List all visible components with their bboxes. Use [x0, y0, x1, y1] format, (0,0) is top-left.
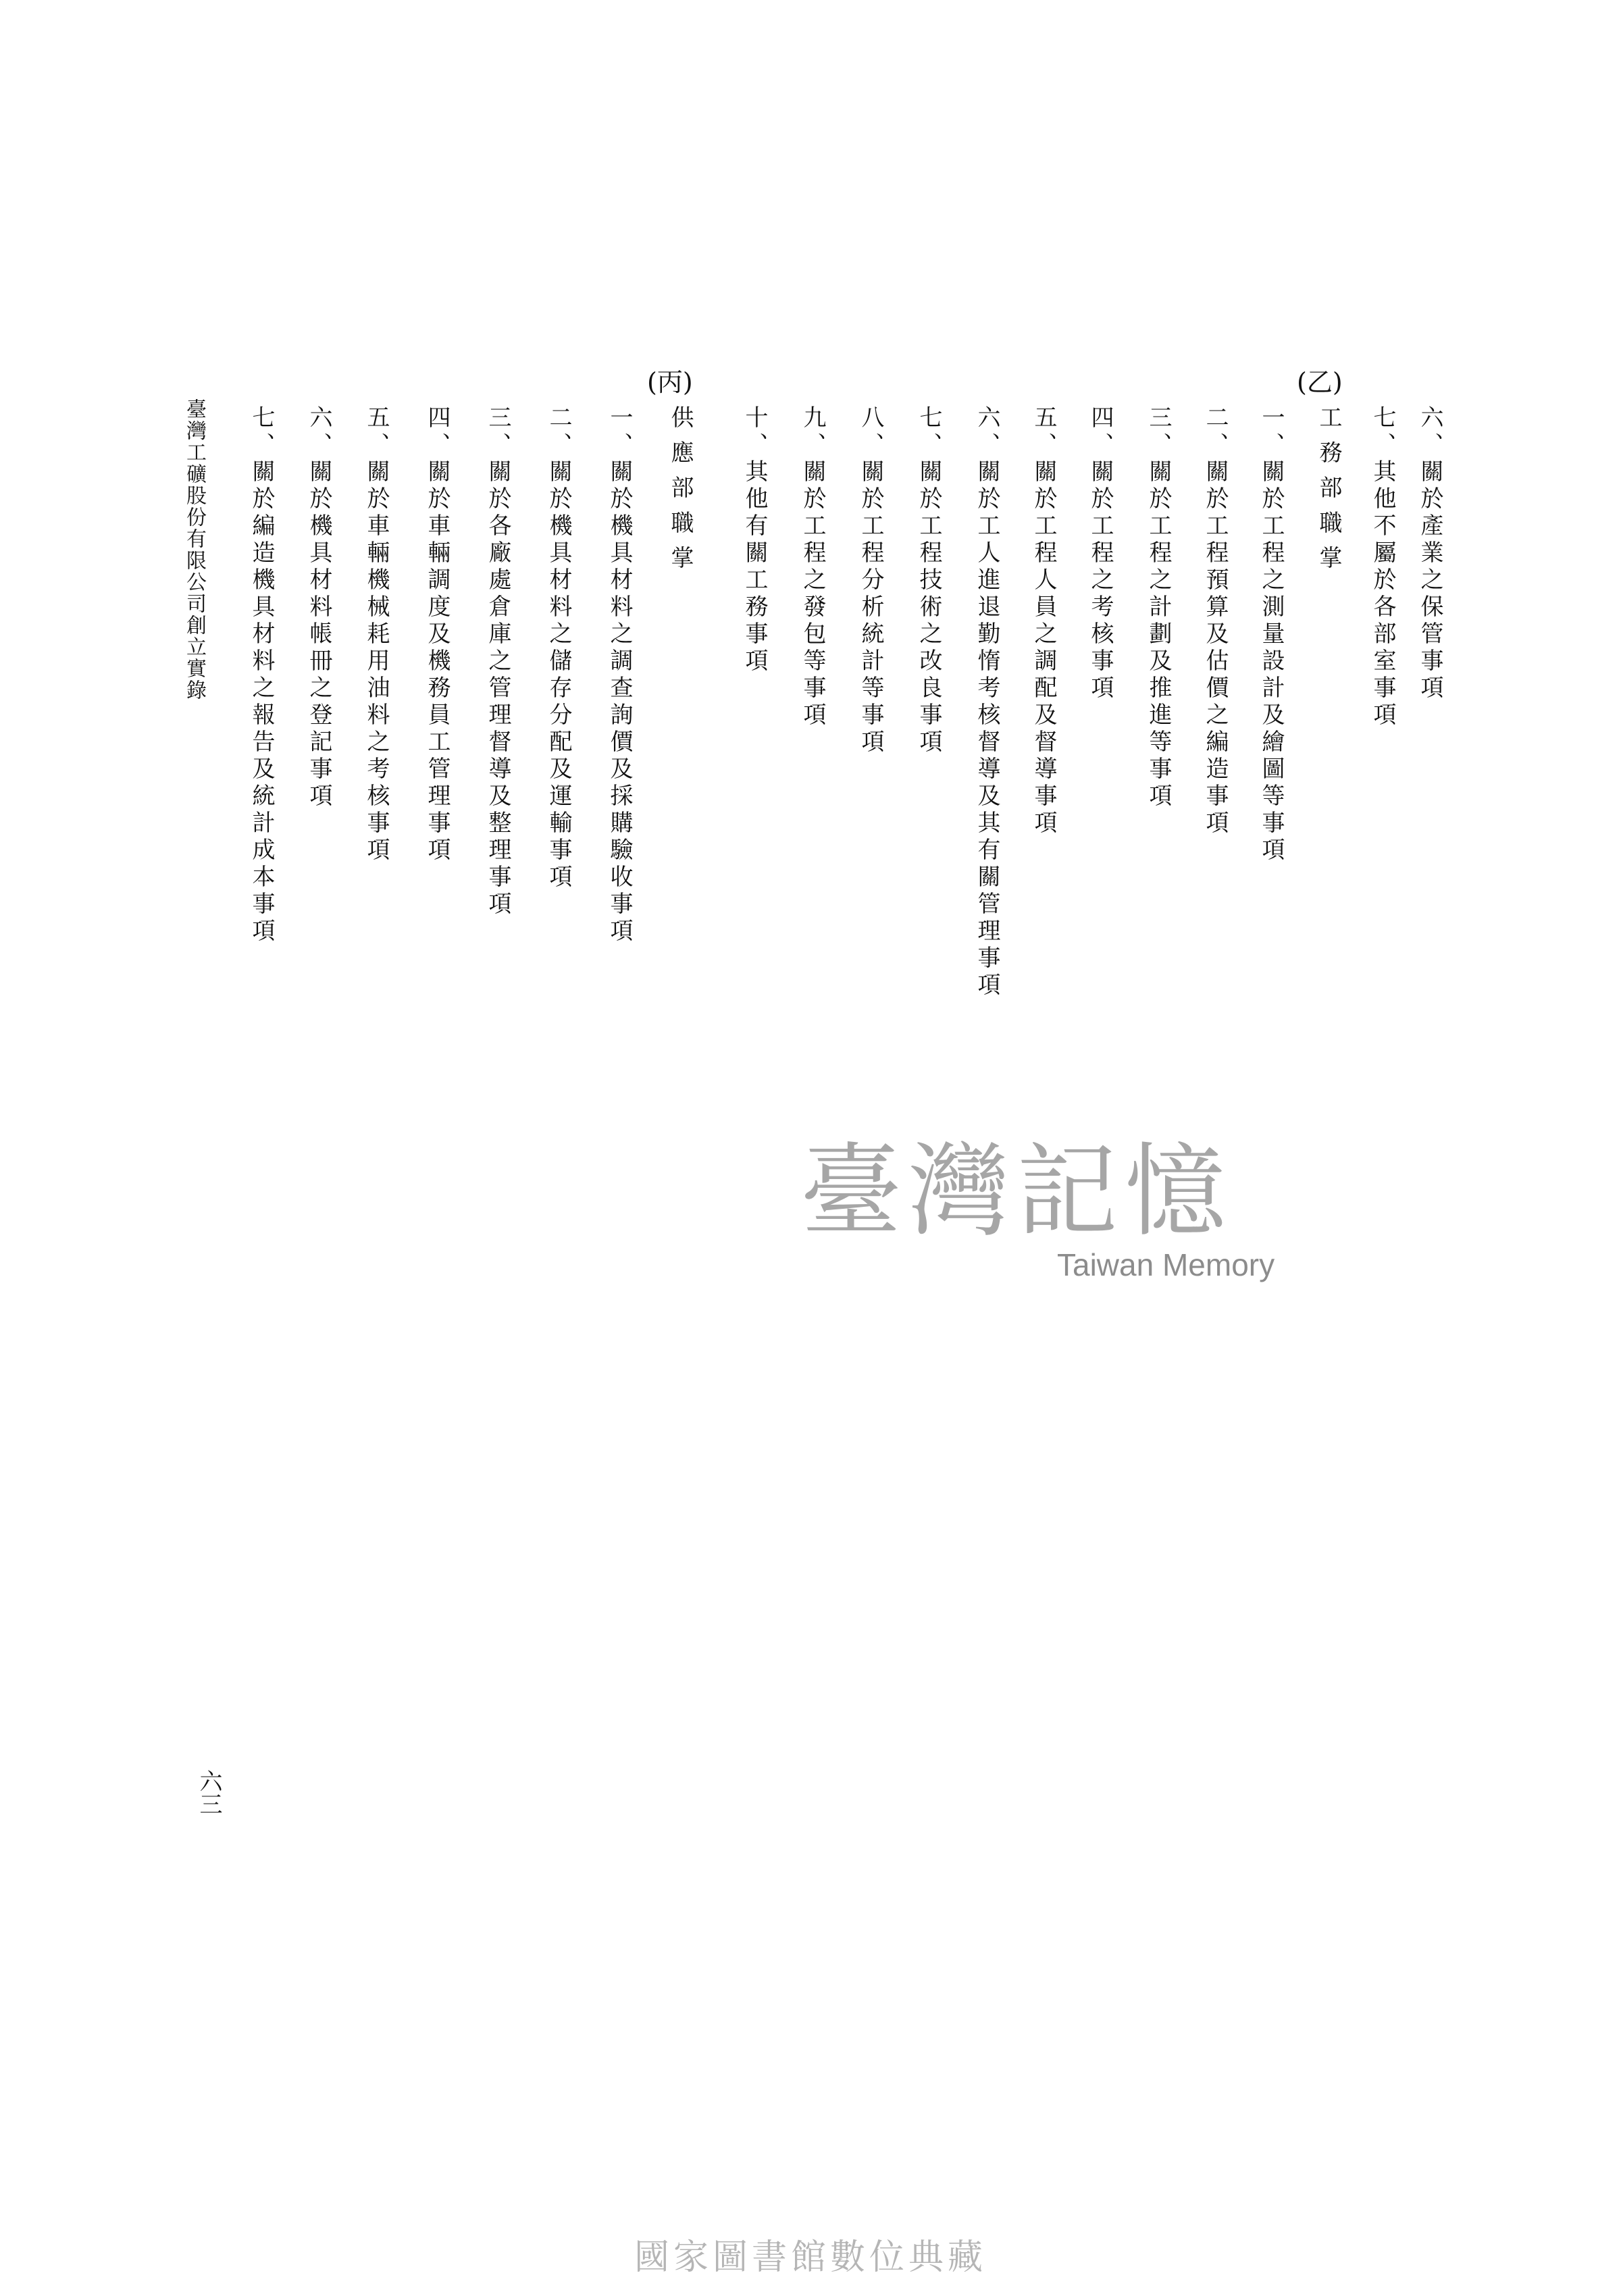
text-column-20: 六、關於機具材料帳冊之登記事項 — [305, 405, 332, 810]
text-column-5: 二、關於工程預算及估價之編造事項 — [1202, 405, 1229, 837]
running-title: 臺灣工礦股份有限公司創立實錄 — [182, 398, 206, 701]
text-column-16: 二、關於機具材料之儲存分配及運輸事項 — [545, 405, 572, 891]
footer-watermark: 國家圖書館數位典藏 — [634, 2237, 987, 2278]
text-column-6: 三、關於工程之計劃及推進等事項 — [1145, 405, 1172, 810]
watermark-english: Taiwan Memory — [1057, 1247, 1275, 1282]
watermark-chinese: 臺灣記憶 — [800, 1133, 1233, 1251]
section-marker-yi: (乙) — [1297, 367, 1343, 397]
page-number: 六三 — [195, 1769, 222, 1815]
text-column-10: 七、關於工程技術之改良事項 — [915, 405, 942, 756]
section-heading-supply: 供應部職掌 — [667, 405, 694, 581]
text-column-1: 六、關於產業之保管事項 — [1416, 405, 1443, 702]
text-column-21: 七、關於編造機具材料之報告及統計成本事項 — [248, 405, 275, 945]
text-column-15: 一、關於機具材料之調查詢價及採購驗收事項 — [606, 405, 633, 945]
text-column-9: 六、關於工人進退勤惰考核督導及其有關管理事項 — [973, 405, 1000, 999]
text-column-2: 七、其他不屬於各部室事項 — [1369, 405, 1396, 729]
section-heading-engineering: 工務部職掌 — [1315, 405, 1342, 581]
text-column-11: 八、關於工程分析統計等事項 — [857, 405, 884, 756]
text-column-7: 四、關於工程之考核事項 — [1087, 405, 1114, 702]
watermark-logo — [800, 1133, 1275, 1283]
text-column-18: 四、關於車輛調度及機務員工管理事項 — [423, 405, 451, 864]
text-column-4: 一、關於工程之測量設計及繪圖等事項 — [1258, 405, 1285, 864]
text-column-19: 五、關於車輛機械耗用油料之考核事項 — [363, 405, 390, 864]
text-column-8: 五、關於工程人員之調配及督導事項 — [1030, 405, 1057, 837]
section-marker-bing: (丙) — [647, 367, 693, 397]
text-column-17: 三、關於各廠處倉庫之管理督導及整理事項 — [484, 405, 511, 918]
text-column-12: 九、關於工程之發包等事項 — [799, 405, 826, 729]
text-column-13: 十、其他有關工務事項 — [741, 405, 768, 675]
